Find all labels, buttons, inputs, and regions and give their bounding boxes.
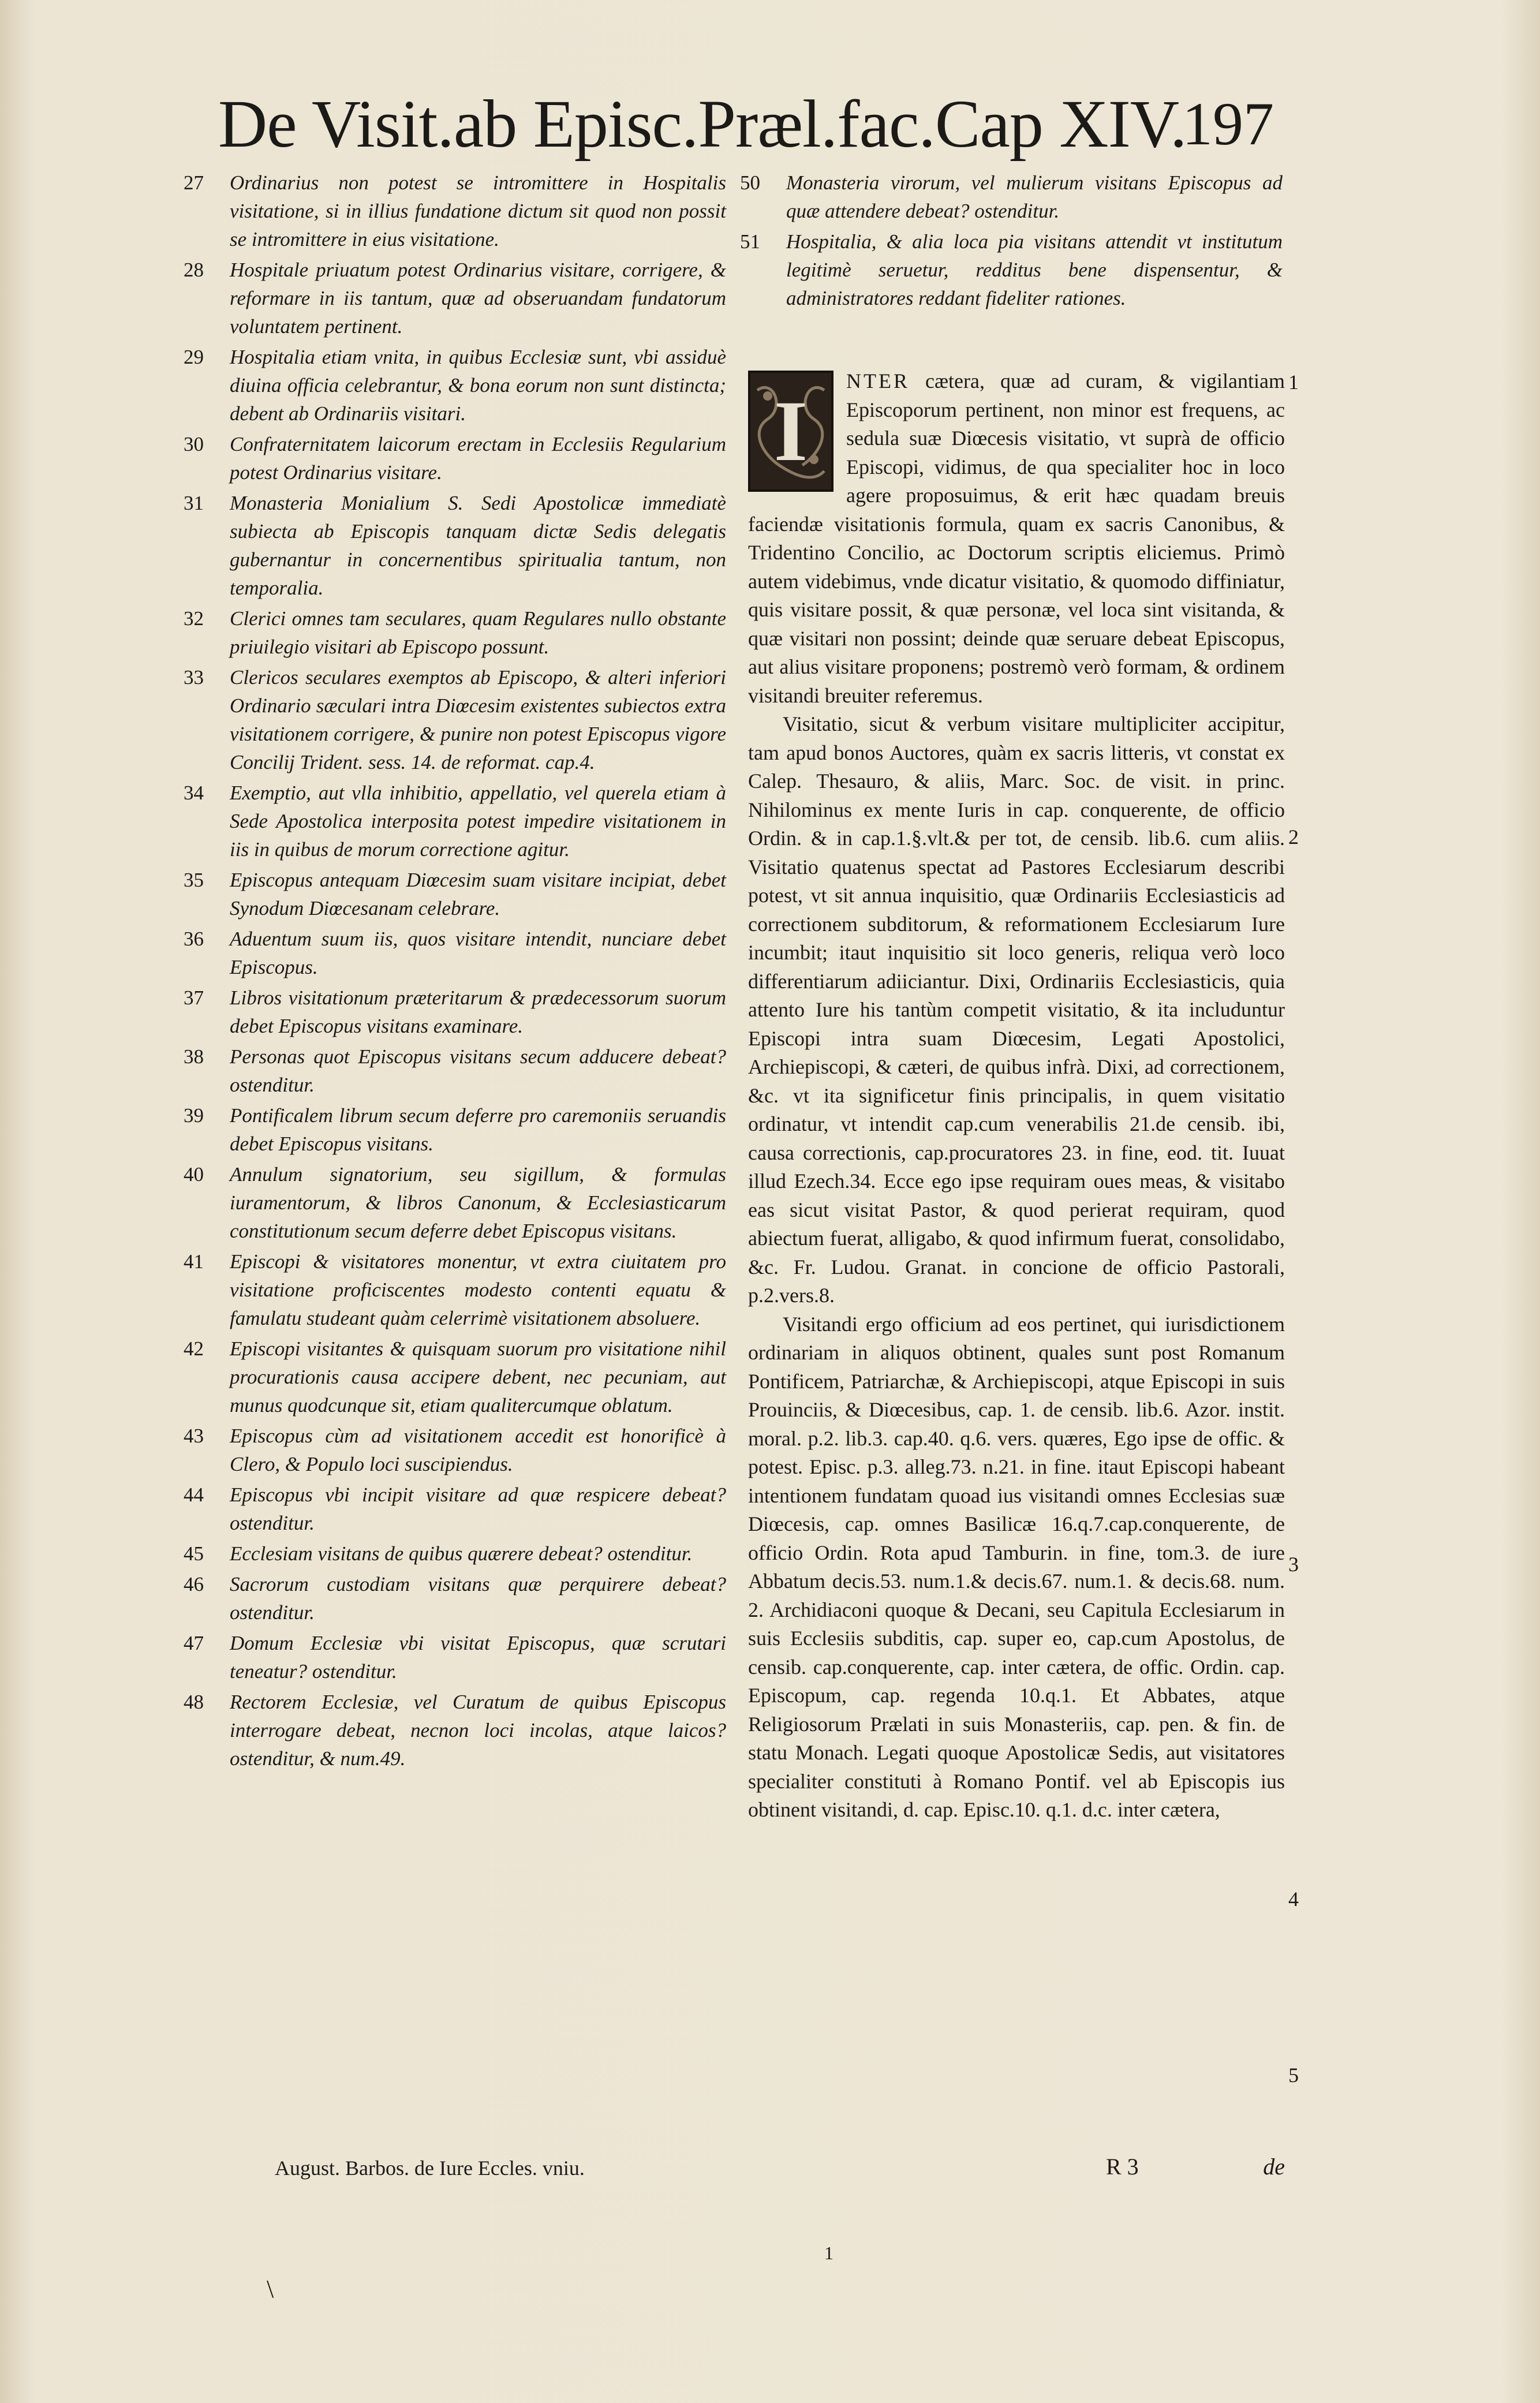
summary-number: 41 [184,1250,204,1273]
first-word: NTER [846,369,910,393]
margin-number: 4 [1288,1888,1299,1911]
summary-item [184,1629,726,1686]
summary-number: 38 [184,1045,204,1068]
summary-number: 33 [184,666,204,689]
summary-number: 40 [184,1163,204,1186]
body-paragraph: Visitandi ergo officium ad eos pertinet, qui iurisdictionem ordinariam in aliquos obtinent, quales sunt post Romanum Pontificem, Patriarchæ, & Archiepiscopi, atque Episcopi in suis Prouinciis, & Diœcesibus, cap. 1. de censib. lib.6. Azor. instit. moral. p.2. lib.3. cap.40. q.6. vers. quæres, Ego ipse de offic. & potest. Episc. p.3. alleg.73. n.21. in fine. itaut Episcopi habeant intentionem fundatam quoad ius visitandi omnes Ecclesias suæ Diœcesis, cap. omnes Basilicæ 16.q.7.cap.conquerente, de officio Ordin. Rota apud Tamburin. in fine, tom.3. de iure Abbatum decis.53. num.1.& decis.67. num.1. & decis.68. num. 2. Archidiaconi quoque & Decani, seu Capitula Ecclesiarum in suis Ecclesiis subditis, cap. super eo, cap.cum Apostolus, de censib. cap.conquerente, cap. inter cætera, de offic. Ordin. cap. Episcopum, cap. regenda 10.q.1. Et Abbates, atque Religiosorum Prælati in suis Monasteriis, cap. pen. & fin. de statu Monach. Legati quoque Apostolicæ Sedis, aut visitatores specialiter constituti à Romano Pontif. vel ab Episcopis ius obtinent visitandi, d. cap. Episc.10. q.1. d.c. inter cætera, [748,1312,1285,1821]
summary-item [184,489,726,602]
summary-number: 30 [184,433,204,455]
summary-text: Episcopus vbi incipit visitare ad quæ respicere debeat? ostenditur. [230,1483,726,1534]
summary-item [184,663,726,776]
body-text [748,367,1285,1825]
summary-text: Personas quot Episcopus visitans secum adducere debeat? ostenditur. [230,1045,726,1096]
summary-text: Domum Ecclesiæ vbi visitat Episcopus, quæ scrutari teneatur? ostenditur. [230,1632,726,1683]
summary-item [740,169,1283,225]
summary-number: 50 [740,171,760,194]
margin-number: 3 [1288,1553,1299,1576]
summary-list-right [740,169,1283,315]
summary-item [184,1539,726,1568]
summary-number: 47 [184,1632,204,1654]
summary-number: 51 [740,230,760,253]
summary-item [184,1688,726,1773]
margin-number: 2 [1288,825,1299,849]
summary-number: 42 [184,1337,204,1360]
drop-cap-letter: I [773,383,808,479]
summary-number: 28 [184,259,204,281]
summary-item [184,1247,726,1332]
summary-text: Hospitalia etiam vnita, in quibus Ecclesiæ sunt, vbi assiduè diuina officia celebrantur, & bona eorum non sunt distincta; debent ab Ordinariis visitari. [230,346,726,425]
summary-number: 39 [184,1104,204,1127]
summary-number: 48 [184,1691,204,1713]
summary-item [184,604,726,661]
summary-text: Hospitalia, & alia loca pia visitans attendit vt institutum legitimè seruetur, redditus bene dispensentur, & administratores reddant fideliter rationes. [786,230,1283,309]
summary-text: Episcopi visitantes & quisquam suorum pro visitatione nihil procurationis causa accipere debent, nec pecuniam, aut munus quodcunque sit, etiam qualitercumque oblatum. [230,1337,726,1417]
summary-item [184,1481,726,1537]
summary-text: Episcopus antequam Diœcesim suam visitare incipiat, debet Synodum Diœcesanam celebrare. [230,869,726,920]
summary-text: Clericos seculares exemptos ab Episcopo, & alteri inferiori Ordinario sæculari intra Diœcesim existentes subiectos extra visitationem corrigere, & punire non potest Episcopus vigore Concilij Trident. sess. 14. de reformat. cap.4. [230,666,726,773]
summary-text: Pontificalem librum secum deferre pro caremoniis seruandis debet Episcopus visitans. [230,1104,726,1155]
summary-number: 27 [184,171,204,194]
summary-number: 36 [184,928,204,950]
summary-item [184,1042,726,1099]
summary-text: Aduentum suum iis, quos visitare intendit, nunciare debet Episcopus. [230,928,726,978]
summary-number: 44 [184,1483,204,1506]
summary-item [184,1101,726,1158]
margin-number: 5 [1288,2064,1299,2087]
summary-text: Sacrorum custodiam visitans quæ perquirere debeat? ostenditur. [230,1573,726,1624]
paragraph-text: cætera, quæ ad curam, & vigilantiam Episcoporum pertinent, non minor est frequens, ac sedula suæ Diœcesis visitatio, vt suprà de officio Episcopi, vidimus, de qua specialiter hoc in loco agere proposuimus, & erit hæc quadam breuis faciendæ visitationis formula, quam ex sacris Canonibus, & Tridentino Concilio, ac Doctorum scriptis eliciemus. Primò autem videbimus, vnde dicatur visitatio, & quomodo diffiniatur, quis visitare possit, & quæ personæ, vel loca sint visitanda, & quæ visitari non possint; deinde quæ seruare debeat Episcopus, aut alius visitare proponens; postremò verò formam, & ordinem visitandi breuiter referemus. [748,369,1285,707]
summary-number: 32 [184,607,204,630]
summary-text: Monasteria virorum, vel mulierum visitans Episcopus ad quæ attendere debeat? ostenditur. [786,171,1283,222]
summary-text: Libros visitationum præteritarum & prædecessorum suorum debet Episcopus visitans examinare. [230,986,726,1037]
summary-number: 37 [184,986,204,1009]
summary-text: Rectorem Ecclesiæ, vel Curatum de quibus Episcopus interrogare debeat, necnon loci incolas, atque laicos? ostenditur, & num.49. [230,1691,726,1770]
summary-text: Annulum signatorium, seu sigillum, & formulas iuramentorum, & libros Canonum, & Ecclesiasticarum constitutionum secum deferre debet Episcopus visitans. [230,1163,726,1242]
summary-text: Confraternitatem laicorum erectam in Ecclesiis Regularium potest Ordinarius visitare. [230,433,726,484]
summary-item [184,1160,726,1245]
catchword: de [1263,2154,1285,2180]
stray-ink-mark: \ [267,2275,274,2303]
running-citation: August. Barbos. de Iure Eccles. vniu. [275,2157,585,2180]
body-paragraph: Visitatio, sicut & verbum visitare multipliciter accipitur, tam apud bonos Auctores, quàm ex sacris litteris, vt constat ex Calep. Thesauro, & aliis, Marc. Soc. de visit. in princ. Nihilominus ex mente Iuris in cap. conquerente, de officio Ordin. & in cap.1.§.vlt.& per tot, de censib. lib.6. cum aliis. Visitatio quatenus spectat ad Pastores Ecclesiarum describi potest, vt sit annua inquisitio, quæ Ordinariis Ecclesiasticis ad correctionem subditorum, & reformationem Ecclesiarum Iure incumbit; itaut inquisitio sit loco generis, reliqua verò loco differentiarum adiiciantur. Dixi, Ordinariis Ecclesiasticis, quia attento Iure his tantùm competit visitatio, & ita includuntur Episcopi intra suam Diœcesim, Legati Apostolici, Archiepiscopi, & cæteri, de quibus infrà. Dixi, ad correctionem, &c. vt ita significetur finis principalis, in quem visitatio ordinatur, vt intendit cap.cum venerabilis 21.de censib. ibi, causa correctionis, cap.procuratores 23. in fine, eod. tit. Iuuat illud Ezech.34. Ecce ego ipse requiram oues meas, & visitabo eas sicut visitat Pastor, & quod perierat requiram, quod abiectum fuerat, alligabo, & quod infirmum fuerat, consolidabo, &c. Fr. Ludou. Granat. in concione de officio Pastorali, p.2.vers.8. [748,712,1285,1307]
summary-item [740,227,1283,312]
summary-text: Hospitale priuatum potest Ordinarius visitare, corrigere, & reformare in iis tantum, quæ ad obseruandam fundatorum voluntatem pertinent. [230,259,726,338]
summary-item [184,430,726,487]
summary-item [184,1335,726,1419]
summary-item [184,984,726,1040]
summary-item [184,343,726,428]
summary-text: Episcopi & visitatores monentur, vt extra ciuitatem pro visitatione proficiscentes modesto contenti equatu & famulatu studeant quàm celerrimè visitationem absoluere. [230,1250,726,1329]
summary-item [184,1570,726,1627]
summary-list-left [184,169,726,1775]
summary-item [184,256,726,341]
running-title: De Visit.ab Episc.Præl.fac.Cap XIV. [218,86,1187,162]
summary-text: Exemptio, aut vlla inhibitio, appellatio, vel querela etiam à Sede Apostolica interposita potest impedire visitationem in iis in quibus de morum correctione agitur. [230,782,726,861]
summary-number: 45 [184,1542,204,1565]
summary-number: 43 [184,1425,204,1447]
signature-mark: R 3 [1106,2154,1139,2180]
ornamental-initial [748,371,833,492]
foot-mark: 1 [824,2243,833,2263]
summary-text: Clerici omnes tam seculares, quam Regulares nullo obstante priuilegio visitari ab Episcopo possunt. [230,607,726,658]
summary-number: 34 [184,782,204,804]
summary-item [184,866,726,922]
page-number: 197 [1182,90,1274,158]
summary-text: Ecclesiam visitans de quibus quærere debeat? ostenditur. [230,1542,693,1565]
summary-item [184,169,726,253]
summary-text: Monasteria Monialium S. Sedi Apostolicæ immediatè subiecta ab Episcopis tanquam dictæ Sedis delegatis gubernantur in concernentibus spiritualia tantum, non temporalia. [230,492,726,599]
summary-item [184,1422,726,1478]
summary-item [184,779,726,864]
summary-number: 29 [184,346,204,368]
body-paragraph [748,367,1285,710]
summary-text: Ordinarius non potest se intromittere in Hospitalis visitatione, si in illius fundatione dictum sit quod non possit se intromittere in eius visitatione. [230,171,726,251]
margin-number: 1 [1288,371,1299,394]
summary-item [184,925,726,981]
summary-text: Episcopus cùm ad visitationem accedit est honorificè à Clero, & Populo loci suscipiendus. [230,1425,726,1475]
summary-number: 35 [184,869,204,891]
summary-number: 46 [184,1573,204,1595]
summary-number: 31 [184,492,204,514]
